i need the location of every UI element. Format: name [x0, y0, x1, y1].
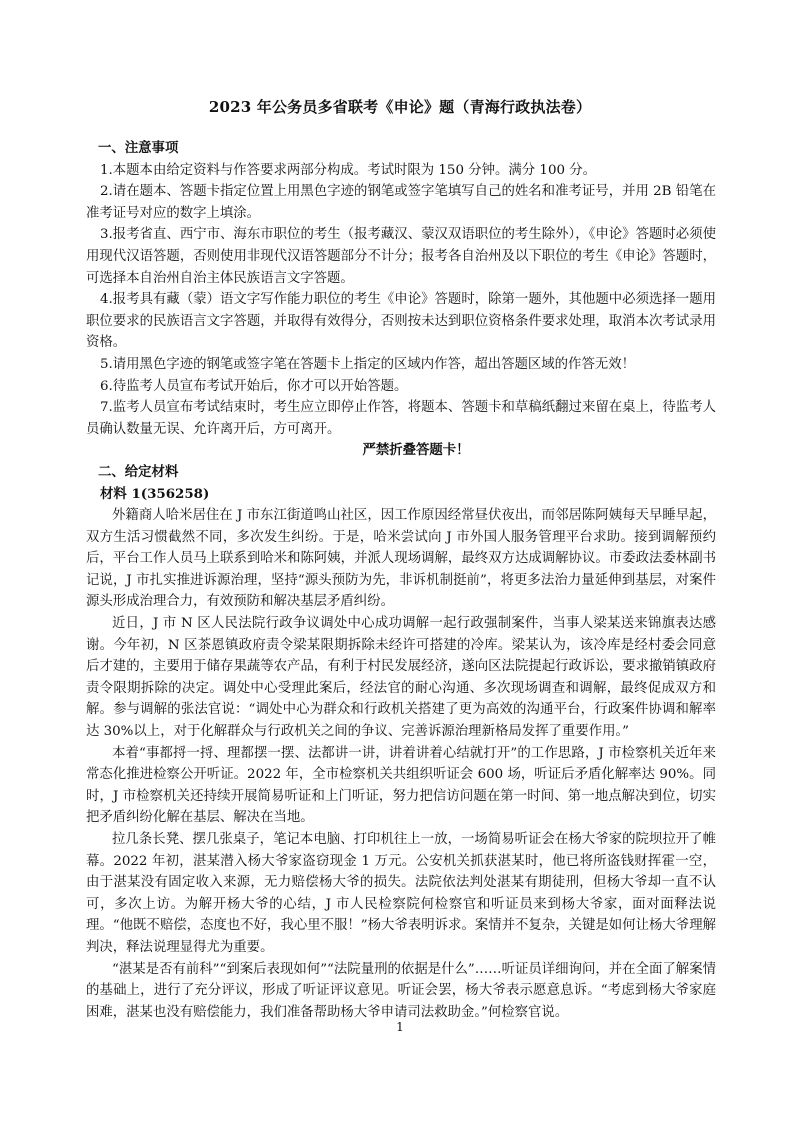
note-item: 4.报考具有藏（蒙）语文字写作能力职位的考生《申论》答题时，除第一题外，其他题中必须选择一题用职位要求的民族语言文字答题，并取得有效得分，否则按未达到职位资格条件要求处理，取消本次考试录用资格。	[86, 292, 716, 351]
note-item: 5.请用黑色字迹的钢笔或签字笔在答题卡上指定的区域内作答，超出答题区域的作答无效！	[100, 356, 636, 372]
material-paragraph: 外籍商人哈米居住在 J 市东江街道鸣山社区，因工作原因经常昼伏夜出，而邻居陈阿姨每天早睡早起，双方生活习惯截然不同，多次发生纠纷。于是，哈米尝试向 J 市外国人服务管理平台求助。接到调解预约后，平台工作人员马上联系到哈米和陈阿姨，并派人现场调解，最终双方达成调解协议。市委政法委林副书记说，J 市扎实推进诉源治理，坚持“源头预防为先，非诉机制挺前”，将更多法治力量延伸到基层，对案件源头形成治理合力，有效预防和解决基层矛盾纠纷。	[86, 508, 716, 610]
page-title: 2023 年公务员多省联考《申论》题（青海行政执法卷）	[208, 98, 592, 116]
material-paragraph: 本着“事都捋一捋、理都摆一摆、法都讲一讲，讲着讲着心结就打开”的工作思路，J 市检察机关近年来常态化推进检察公开听证。2022 年，全市检察机关共组织听证会 600 场，听证后矛盾化解率达 90%。同时，J 市检察机关还持续开展简易听证和上门听证，努力把信访问题在第一时间、第一地点解决到位，切实把矛盾纠纷化解在基层、解决在当地。	[86, 745, 716, 826]
page-number: 1	[396, 1020, 404, 1034]
warning-text: 严禁折叠答题卡！	[362, 442, 470, 459]
materials-heading: 二、给定材料	[98, 463, 179, 480]
note-item: 2.请在题本、答题卡指定位置上用黑色字迹的钢笔或签字笔填写自己的姓名和准考证号，并用 2B 铅笔在准考证号对应的数字上填涂。	[86, 184, 716, 221]
material-label: 材料 1(356258)	[100, 485, 210, 502]
note-item: 1.本题本由给定资料与作答要求两部分构成。考试时限为 150 分钟。满分 100 分。	[100, 162, 597, 178]
note-item: 7.监考人员宣布考试结束时，考生应立即停止作答，将题本、答题卡和草稿纸翻过来留在桌上，待监考人员确认数量无误、允许离开后，方可离开。	[86, 400, 716, 437]
document-body	[86, 138, 716, 1023]
material-paragraph: 拉几条长凳、摆几张桌子，笔记本电脑、打印机往上一放，一场简易听证会在杨大爷家的院坝拉开了帷幕。2022 年初，湛某潜入杨大爷家盗窃现金 1 万元。公安机关抓获湛某时，他已将所盗钱财挥霍一空，由于湛某没有固定收入来源，无力赔偿杨大爷的损失。法院依法判处湛某有期徒刑，但杨大爷却一直不认可，多次上访。为解开杨大爷的心结，J 市人民检察院何检察官和听证员来到杨大爷家，面对面释法说理。“他既不赔偿，态度也不好，我心里不服！”杨大爷表明诉求。案情并不复杂，关键是如何让杨大爷理解判决，释法说理显得尤为重要。	[86, 832, 716, 955]
note-item: 3.报考省直、西宁市、海东市职位的考生（报考藏汉、蒙汉双语职位的考生除外），《申论》答题时必须使用现代汉语答题，否则使用非现代汉语答题部分不计分；报考各自治州及以下职位的考生《申论》答题时，可选择本自治州自治主体民族语言文字答题。	[86, 227, 716, 286]
material-paragraph: 近日，J 市 N 区人民法院行政争议调处中心成功调解一起行政强制案件，当事人梁某送来锦旗表达感谢。今年初，N 区茶恩镇政府责令梁某限期拆除未经许可搭建的冷库。梁某认为，该冷库是经村委会同意后才建的，主要用于储存果蔬等农产品，有利于村民发展经济，遂向区法院提起行政诉讼，要求撤销镇政府责令限期拆除的决定。调处中心受理此案后，经法官的耐心沟通、多次现场调查和调解，最终促成双方和解。参与调解的张法官说：“调处中心为群众和行政机关搭建了更为高效的沟通平台，行政案件协调和解率达 30%以上，对于化解群众与行政机关之间的争议、完善诉源治理新格局发挥了重要作用。”	[86, 616, 716, 740]
material-paragraph: “湛某是否有前科”“到案后表现如何”“法院量刑的依据是什么”……听证员详细询问，并在全面了解案情的基础上，进行了充分评议，形成了听证评议意见。听证会罢，杨大爷表示愿意息诉。“考虑到杨大爷家庭困难，湛某也没有赔偿能力，我们准备帮助杨大爷申请司法救助金。”何检察官说。	[86, 961, 716, 1020]
notes-heading: 一、注意事项	[98, 140, 179, 156]
note-item: 6.待监考人员宣布考试开始后，你才可以开始答题。	[100, 378, 408, 394]
